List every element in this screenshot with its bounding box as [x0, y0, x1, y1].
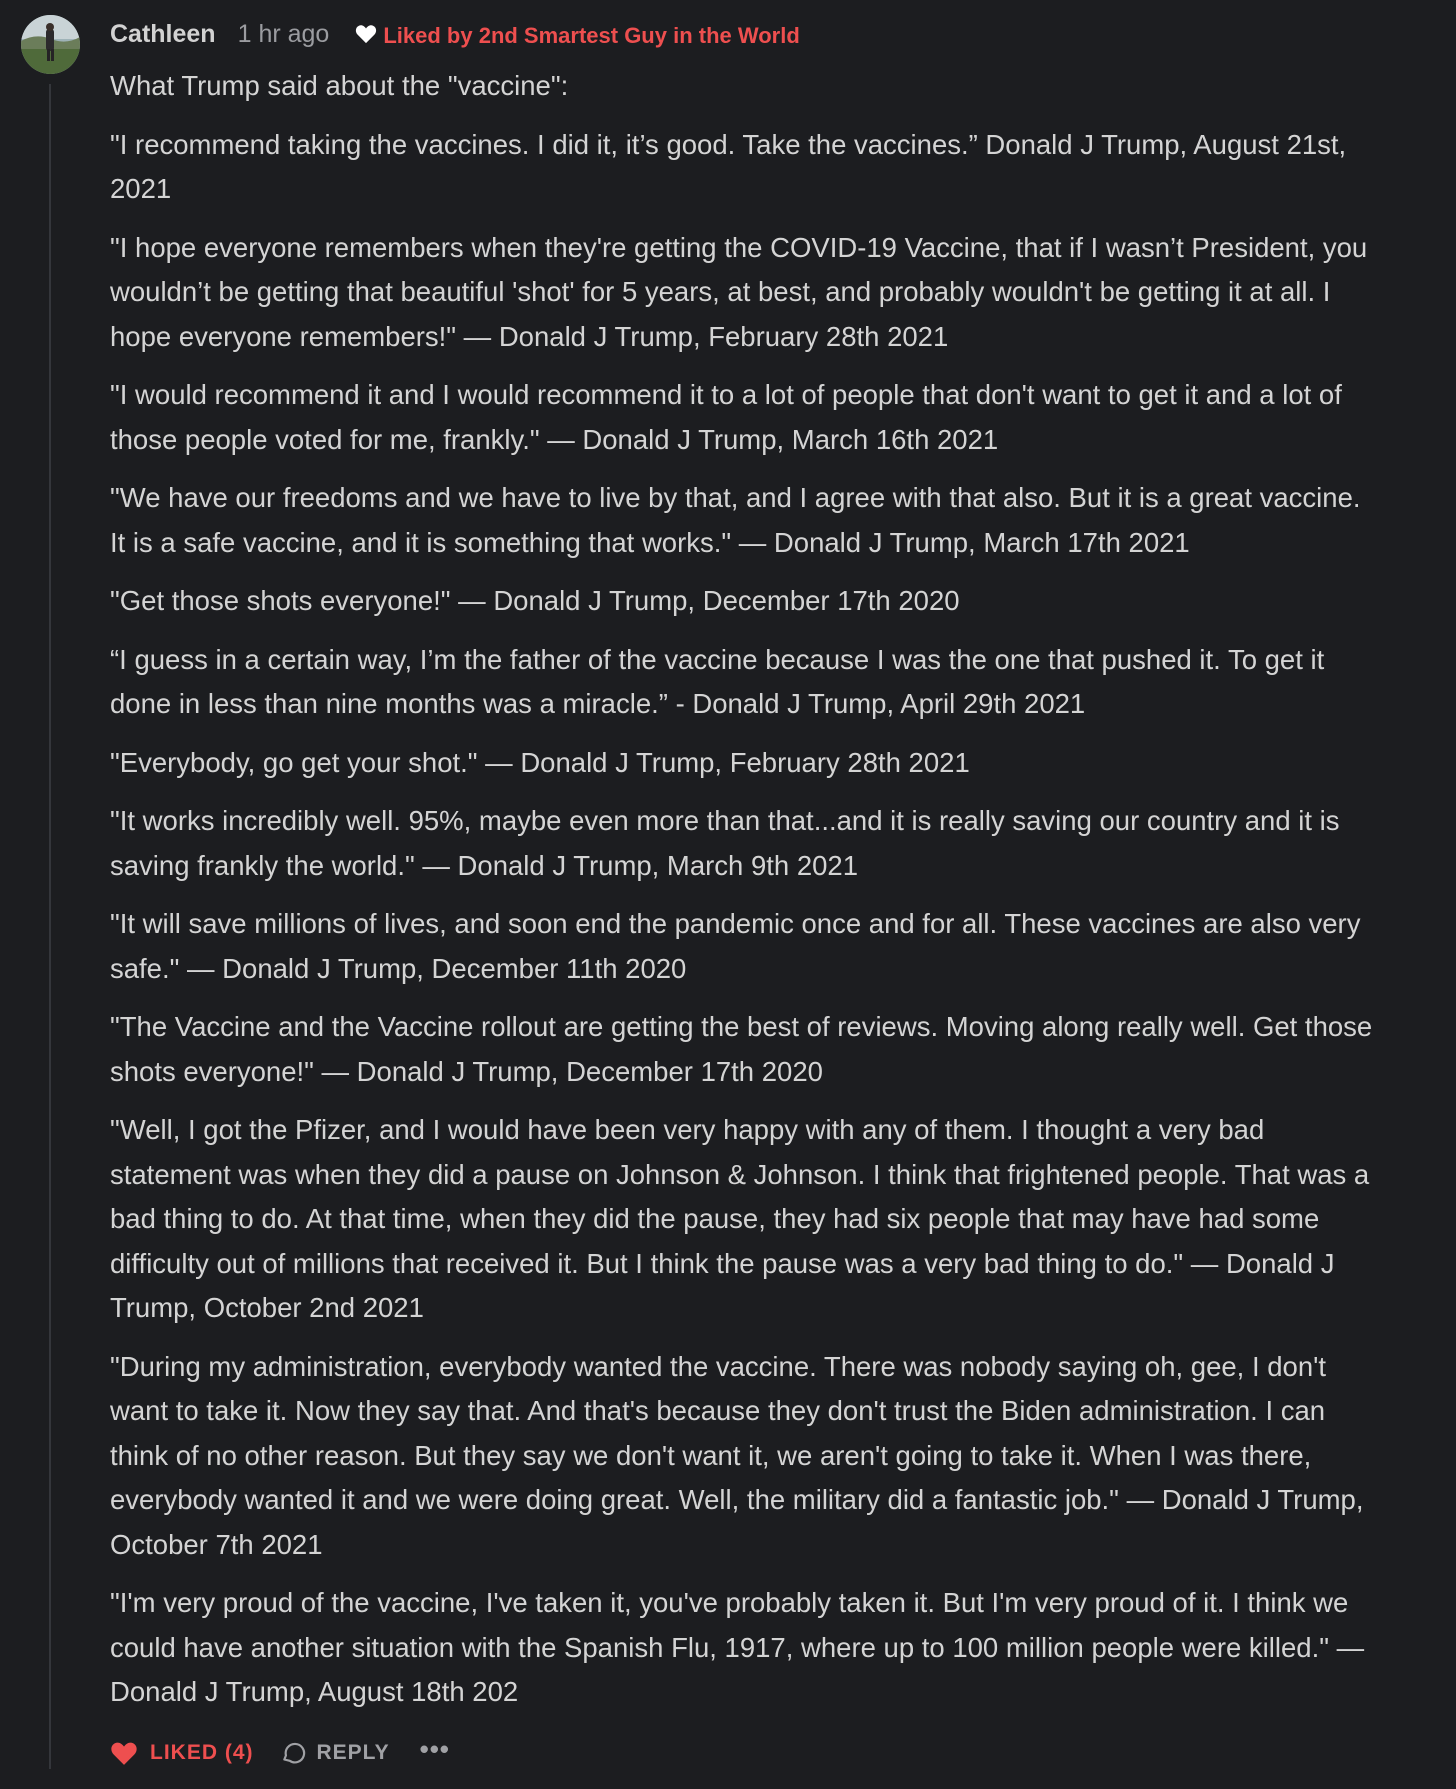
comment-paragraph: "It will save millions of lives, and soon end the pandemic once and for all. These vaccines are also very safe." — Donald J Trump, December 11th 2020: [110, 908, 1361, 984]
comment-header: [110, 14, 800, 54]
comment-paragraph: "I recommend taking the vaccines. I did it, it’s good. Take the vaccines.” Donald J Trump, August 21st, 2021: [110, 128, 1347, 204]
like-count-label: LIKED (4): [150, 1741, 254, 1764]
liked-by-text: Liked by 2nd Smartest Guy in the World: [383, 23, 800, 48]
comment-paragraph: "I hope everyone remembers when they're getting the COVID-19 Vaccine, that if I wasn’t President, you wouldn’t be getting that beautiful 'shot' for 5 years, at best, and probably wouldn't be getting it at all. I hope everyone remembers!" — Donald J Trump, February 28th 2021: [110, 231, 1368, 352]
more-options-button[interactable]: [420, 1734, 450, 1765]
comment-paragraph: "During my administration, everybody wanted the vaccine. There was nobody saying oh, gee, I don't want to take it. Now they say that. And that's because they don't trust the Biden administration. I can think of no other reason. But they say we don't want it, we aren't going to take it. When I was there, everybody wanted it and we were doing great. Well, the military did a fantastic job." — Donald J Trump, October 7th 2021: [110, 1350, 1364, 1560]
comment-paragraph: "Well, I got the Pfizer, and I would have been very happy with any of them. I thought a very bad statement was when they did a pause on Johnson & Johnson. I think that frightened people. That was a bad thing to do. At that time, when they did the pause, they had six people that may have had some difficulty out of millions that received it. But I think the pause was a very bad thing to do." — Donald J Trump, October 2nd 2021: [110, 1114, 1370, 1323]
avatar[interactable]: [21, 15, 80, 74]
reply-button[interactable]: [280, 1740, 390, 1766]
comment-author[interactable]: Cathleen: [110, 19, 216, 48]
avatar-photo: [21, 15, 80, 74]
heart-filled-icon: [110, 1741, 138, 1766]
comment-time[interactable]: 1 hr ago: [237, 19, 330, 48]
comment-paragraph: "It works incredibly well. 95%, maybe even more than that...and it is really saving our country and it is saving frankly the world." — Donald J Trump, March 9th 2021: [110, 805, 1340, 881]
comment-paragraph: What Trump said about the "vaccine":: [110, 70, 569, 101]
comment-paragraph: "I'm very proud of the vaccine, I've taken it, you've probably taken it. But I'm very proud of it. I think we could have another situation with the Spanish Flu, 1917, where up to 100 million people were killed." — Donald J Trump, August 18th 202: [110, 1587, 1365, 1707]
heart-icon: [355, 24, 377, 44]
comment-actions: [110, 1733, 450, 1773]
comment-paragraph: "I would recommend it and I would recommend it to a lot of people that don't want to get it and a lot of those people voted for me, frankly." — Donald J Trump, March 16th 2021: [110, 379, 1342, 455]
comment-paragraph: “I guess in a certain way, I’m the father of the vaccine because I was the one that pushed it. To get it done in less than nine months was a miracle.” - Donald J Trump, April 29th 2021: [110, 643, 1325, 719]
comment-paragraph: "Everybody, go get your shot." — Donald J Trump, February 28th 2021: [110, 746, 970, 778]
thread-line: [49, 84, 51, 1769]
comment-paragraph: "We have our freedoms and we have to live by that, and I agree with that also. But it is a great vaccine. It is a safe vaccine, and it is something that works." — Donald J Trump, March 17th 2021: [110, 482, 1361, 558]
speech-bubble-icon: [280, 1740, 306, 1766]
reply-label: REPLY: [316, 1741, 390, 1764]
ellipsis-icon: •••: [419, 1733, 450, 1764]
like-button[interactable]: [110, 1741, 254, 1766]
comment-body: [110, 64, 1380, 1729]
comment-paragraph: "Get those shots everyone!" — Donald J Trump, December 17th 2020: [110, 585, 960, 616]
comment-paragraph: "The Vaccine and the Vaccine rollout are getting the best of reviews. Moving along really well. Get those shots everyone!" — Donald J Trump, December 17th 2020: [110, 1011, 1373, 1087]
